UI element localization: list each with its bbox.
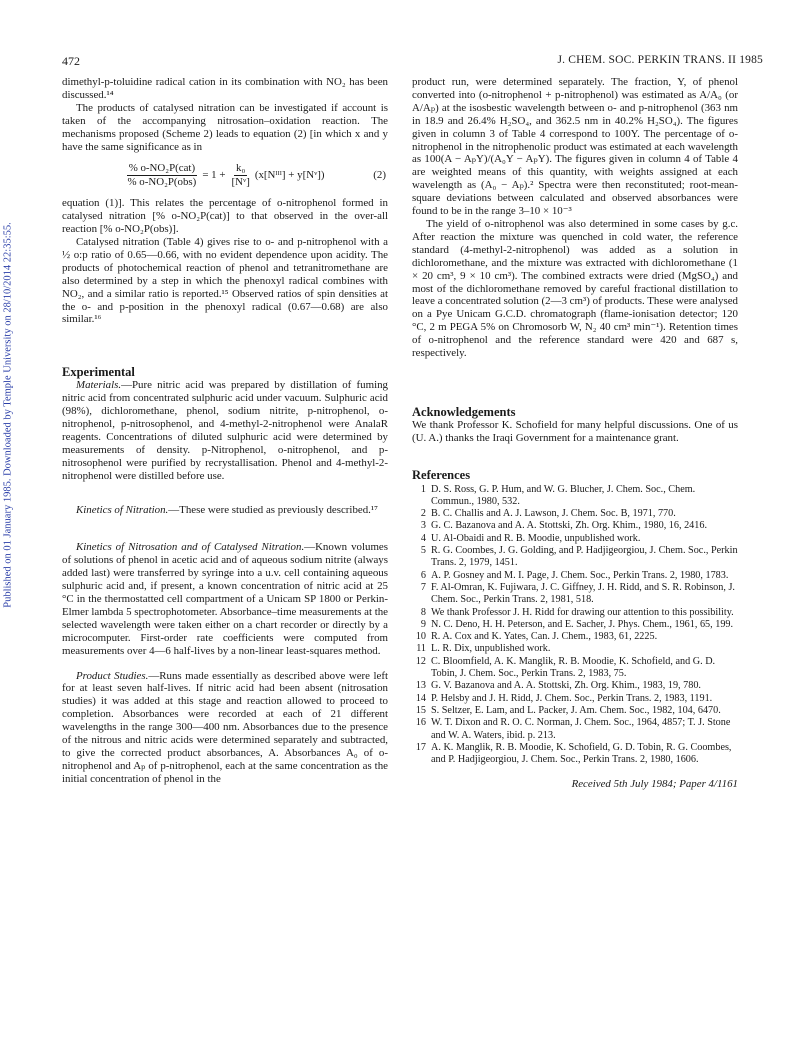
reference-number: 16 [415, 717, 426, 729]
paragraph: equation (1)]. This relates the percentage of o-nitrophenol formed in catalysed nitration [% o-NO₂P(cat)] to that observed in the over-all reaction [% o-NO₂P(obs)]. [62, 197, 388, 236]
page-number: 472 [62, 54, 80, 68]
equation-lhs-fraction [125, 162, 198, 189]
reference-number: 9 [420, 618, 426, 630]
paragraph-kinetics-nitrosation [62, 541, 388, 657]
reference-item [412, 484, 738, 509]
reference-number: 1 [420, 483, 426, 495]
equation-rhs: (x[Nᴵᴵᴵ] + y[Nᵛ]) [254, 169, 325, 182]
reference-number: 7 [420, 581, 426, 593]
reference-item [412, 705, 738, 717]
reference-item [412, 582, 738, 607]
reference-number: 12 [415, 655, 426, 667]
reference-text: S. Seltzer, E. Lam, and L. Packer, J. Am. Chem. Soc., 1982, 104, 6470. [431, 704, 721, 716]
download-watermark-text: Published on 01 January 1985. Downloaded by Temple University on 28/10/2014 22:35:55. [2, 222, 14, 608]
reference-item [412, 643, 738, 655]
reference-item [412, 570, 738, 582]
paragraph-product-studies [62, 670, 388, 786]
reference-number: 2 [420, 508, 426, 520]
reference-text: R. G. Coombes, J. G. Golding, and P. Hadjigeorgiou, J. Chem. Soc., Perkin Trans. 2, 1979, 1451. [431, 545, 738, 569]
run-in-title: Product Studies. [76, 669, 149, 682]
reference-text: We thank Professor J. H. Ridd for drawing our attention to this possibility. [431, 606, 734, 618]
reference-number: 11 [416, 643, 426, 655]
reference-number: 5 [420, 545, 426, 557]
reference-text: A. K. Manglik, R. B. Moodie, K. Schofield, G. D. Tobin, R. G. Coombes, and P. Hadjigeorgiou, J. Chem. Soc., Perkin Trans. 2, 1980, 1606. [431, 741, 732, 766]
left-column [62, 76, 388, 786]
paragraph: product run, were determined separately. The fraction, Y, of phenol converted into (o-nitrophenol + p-nitrophenol) was estimated as A/A₀ (or A/Aₚ) at the isosbestic wavelength between o- and p-nitrophenol (363 nm in 18.9 and 26.4% H₂SO₄, and 362.5 nm in 40.2% H₂SO₄). The figures given in column 3 of Table 4 correspond to 100Y. The percentage of o-nitrophenol in the nitrophenolic product was estimated at each wavelength as 100(A − AₚY)/(A₀Y − AₚY). The figures given in column 4 of Table 4 are weighted means of this quantity, with weights assigned at each wavelength as (A₀ − Aₚ).² Spectra were then reconstituted; root-mean-square deviations between calculated and observed absorbances were found to be in the range 3–10 × 10⁻³ [412, 76, 738, 218]
reference-item [412, 742, 738, 767]
reference-text: L. R. Dix, unpublished work. [431, 643, 551, 655]
paragraph: The products of catalysed nitration can be investigated if account is taken of the accompanying nitrosation–oxidation reaction. The mechanisms proposed (Scheme 2) leads to equation (2) [in which x and y have the same significance as in [62, 101, 388, 153]
run-in-title: Kinetics of Nitration. [76, 504, 169, 517]
equation-k-numerator: k₀ [236, 162, 246, 175]
reference-text: N. C. Deno, H. H. Peterson, and E. Sacher, J. Phys. Chem., 1961, 65, 199. [431, 618, 734, 630]
reference-item [412, 693, 738, 705]
reference-text: G. C. Bazanova and A. A. Stottski, Zh. Org. Khim., 1980, 16, 2416. [431, 520, 707, 532]
reference-item [412, 508, 738, 520]
reference-list [412, 484, 738, 767]
reference-number: 4 [420, 532, 426, 544]
equation-lhs-numerator: % o-NO₂P(cat) [128, 162, 196, 175]
reference-text: U. Al-Obaidi and R. B. Moodie, unpublished work. [431, 532, 641, 544]
reference-number: 8 [420, 606, 426, 618]
right-column [412, 76, 738, 791]
running-header: J. CHEM. SOC. PERKIN TRANS. II 1985 [557, 54, 763, 66]
reference-text: A. P. Gosney and M. I. Page, J. Chem. Soc., Perkin Trans. 2, 1980, 1783. [431, 569, 729, 581]
equation-k-fraction [230, 162, 252, 189]
run-in-title: Materials. [76, 379, 122, 392]
reference-text: B. C. Challis and A. J. Lawson, J. Chem. Soc. B, 1971, 770. [431, 508, 676, 520]
reference-item [412, 656, 738, 681]
reference-text: F. Al-Omran, K. Fujiwara, J. C. Giffney, J. H. Ridd, and S. R. Robinson, J. Chem. Soc., Perkin Trans. 2, 1981, 518. [431, 581, 735, 606]
equation-2 [62, 162, 388, 189]
reference-number: 3 [420, 520, 426, 532]
reference-number: 13 [415, 680, 426, 692]
reference-text: G. V. Bazanova and A. A. Stottski, Zh. Org. Khim., 1983, 19, 780. [431, 680, 701, 692]
paragraph-text: —Pure nitric acid was prepared by distillation of fuming nitric acid from concentrated sulphuric acid under vacuum. Sulphuric acid (98%), dichloromethane, phenol, sodium nitrite, p-nitrophenol, o-nitrophenol, p-nitrosophenol, and 4-methyl-2-nitrophenol were AnalaR reagents. Concentrations of diluted sulphuric acid were determined by measurements of density. p-Nitrophenol, o-nitrophenol, and p-nitrosophenol were purified by recrystallisation. Phenol and 4-methyl-2-nitrophenol were distilled before use. [62, 379, 388, 482]
reference-text: D. S. Ross, G. P. Hum, and W. G. Blucher, J. Chem. Soc., Chem. Commun., 1980, 532. [431, 483, 696, 507]
paragraph-kinetics-nitration [62, 504, 388, 517]
reference-item [412, 619, 738, 631]
section-heading-experimental: Experimental [62, 365, 135, 380]
paragraph-text: —Known volumes of solutions of phenol in acetic acid and of aqueous sodium nitrite (always added last) were transferred by syringe into a u.v. cell containing aqueous sulphuric acid and, if present, a known concentration of nitric acid at 25 °C in the thermostatted cell compartment of a Unicam SP 1800 or Perkin-Elmer lambda 5 spectrophotometer. Absorbance–time measurements at the selected wavelength were taken either on a chart recorder or directly by a microcomputer. First-order rate coefficients were computed from measurements over 4—6 half-lives by a non-linear least-squares method. [62, 541, 389, 657]
received-line: Received 5th July 1984; Paper 4/1161 [571, 778, 738, 791]
paragraph-text: —These were studied as previously described.¹⁷ [168, 504, 378, 517]
reference-text: W. T. Dixon and R. O. C. Norman, J. Chem. Soc., 1964, 4857; T. J. Stone and W. A. Waters, ibid. p. 213. [431, 717, 731, 741]
download-watermark [0, 210, 16, 620]
reference-item [412, 717, 738, 742]
reference-text: P. Helsby and J. H. Ridd, J. Chem. Soc., Perkin Trans. 2, 1983, 1191. [431, 692, 713, 704]
reference-item [412, 545, 738, 570]
reference-item [412, 680, 738, 692]
equation-lhs-denominator: % o-NO₂P(obs) [127, 176, 197, 189]
paragraph-text: —Runs made essentially as described above were left for at least seven half-lives. If nitric acid had been absent (nitrosation studies) it was added at this stage and reaction allowed to proceed to completion. Absorbances were recorded at each of 21 different wavelengths in the range 300—400 nm. Absorbances due to the presence of the nitrous and nitric acids were determined separately and subtracted, to give the corrected product absorbances, A. Absorbances A₀ of o-nitrophenol and Aₚ of p-nitrophenol, each at the same concentration as the initial concentration of phenol in the [62, 669, 388, 785]
paragraph: The yield of o-nitrophenol was also determined in some cases by g.c. After reaction the mixture was quenched in cold water, the reference standard (4-methyl-2-nitrophenol) was added as a solution in dichloromethane, and the mixture was extracted with dichloromethane (1 × 20 cm³, 9 × 10 cm³). The combined extracts were dried (MgSO₄) and most of the dichloromethane removed by careful fractional distillation to leave a concentrated solution (2—3 cm³) of products. These were analysed on a Pye Unicam G.C.D. chromatograph (flame-ionisation detector; 120 °C, 2 m PEGA 5% on Chromosorb W, N₂ 40 cm³ min⁻¹). Retention times of o-nitrophenol and the reference standard were 420 and 687 s, respectively. [412, 217, 738, 360]
paragraph-materials [62, 379, 388, 482]
reference-item [412, 607, 738, 619]
acknowledgements-text: We thank Professor K. Schofield for many helpful discussions. One of us (U. A.) thanks the Iraqi Government for a maintenance grant. [412, 418, 738, 444]
equation-number: (2) [373, 169, 386, 182]
section-heading-acknowledgements: Acknowledgements [412, 404, 516, 419]
reference-text: C. Bloomfield, A. K. Manglik, R. B. Moodie, K. Schofield, and G. D. Tobin, J. Chem. Soc., Perkin Trans. 2, 1983, 75. [431, 655, 716, 680]
reference-item [412, 533, 738, 545]
reference-item [412, 631, 738, 643]
reference-number: 6 [420, 569, 426, 581]
reference-item [412, 520, 738, 532]
equation-k-denominator: [Nᵛ] [231, 176, 250, 189]
paragraph: dimethyl-p-toluidine radical cation in its combination with NO₂ has been discussed.¹⁴ [62, 76, 388, 101]
equation-equals: = 1 + [202, 169, 226, 182]
paragraph: Catalysed nitration (Table 4) gives rise to o- and p-nitrophenol with a ½ o:p ratio of 0.65—0.66, with no evident dependence upon acidity. The products of photochemical reaction of phenol and tetranitromethane are also determined by a step in which the phenoxyl radical combines with NO₂, and a similar ratio is reported.¹⁵ Observed ratios of spin densities at the o- and p-position in the phenoxyl radical (0.67—0.68) are also similar.¹⁶ [62, 235, 388, 326]
reference-number: 10 [415, 631, 426, 643]
section-heading-references: References [412, 467, 471, 482]
reference-number: 14 [415, 692, 426, 704]
reference-number: 17 [415, 741, 426, 753]
reference-number: 15 [415, 704, 426, 716]
run-in-title: Kinetics of Nitrosation and of Catalysed Nitration. [76, 541, 305, 554]
reference-text: R. A. Cox and K. Yates, Can. J. Chem., 1983, 61, 2225. [431, 631, 658, 643]
